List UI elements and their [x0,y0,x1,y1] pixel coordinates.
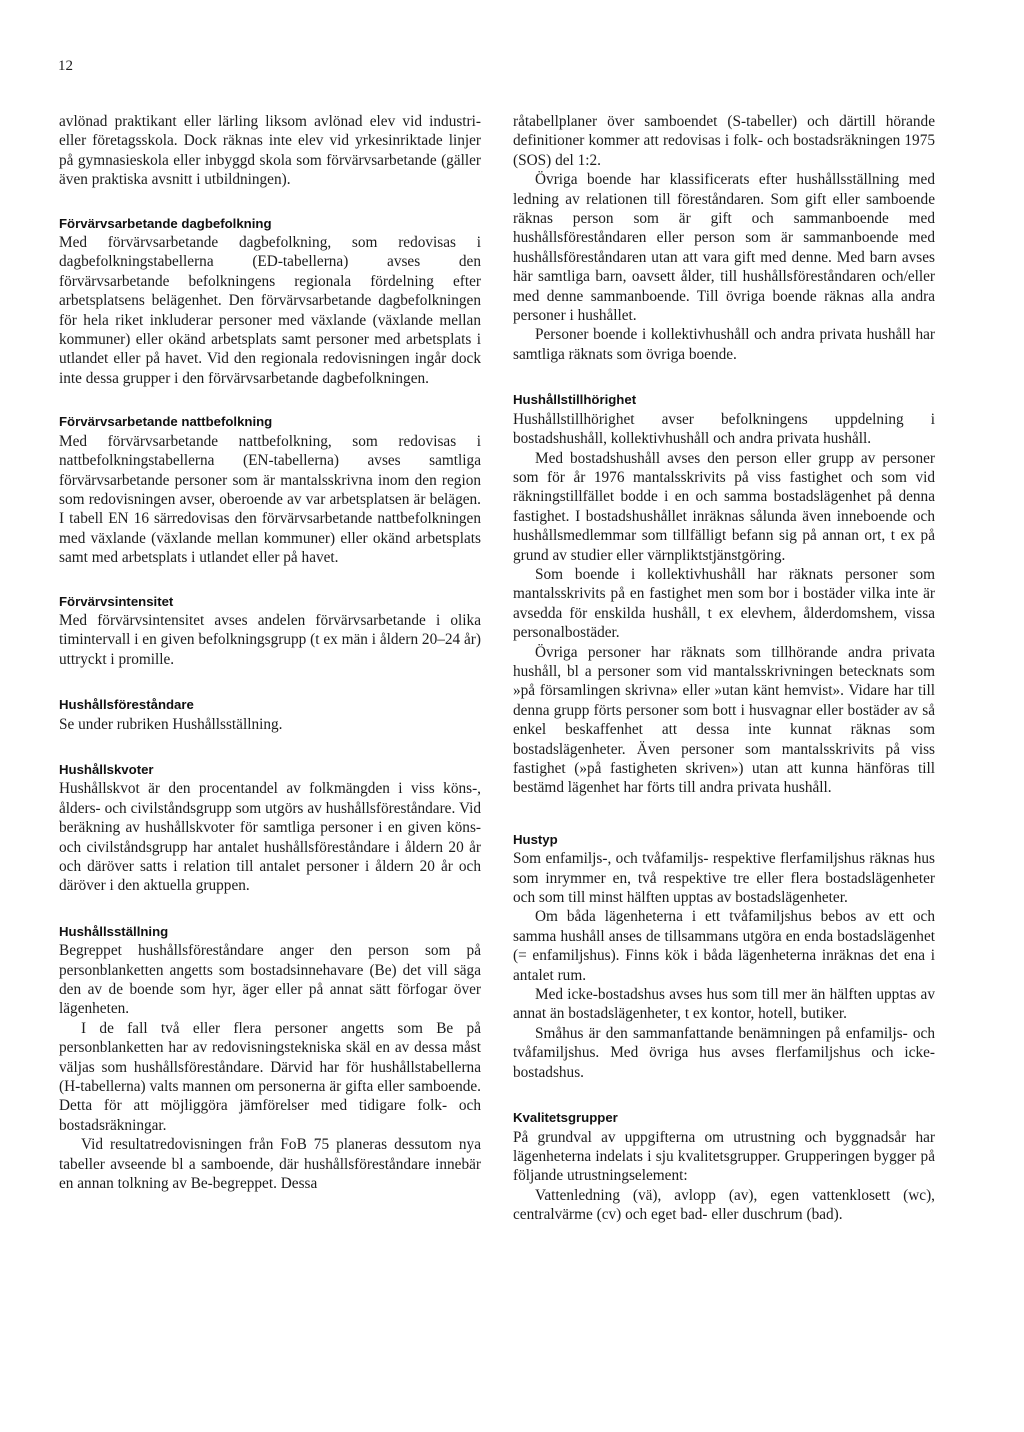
section-forvarvsintensitet [59,592,481,670]
paragraph: Hushållstillhörighet avser befolkningens uppdelning i bostadshushåll, kollektivhushåll och andra privata hushåll. [513,410,935,448]
paragraph: Hushållskvot är den procentandel av folkmängden i viss köns-, ålders- och civilståndsgrupp som utgörs av hushållsföreståndare. Vid beräkning av hushållskvoter för samtliga personer i en given köns- och civilståndsgrupp har antalet hushållsföreståndare i åldern 20 år och däröver satts i relation till antalet personer i åldern 20 år och däröver i den aktuella gruppen. [59,780,481,895]
section-hushallstillhorighet [513,390,935,798]
section-hustyp [513,830,935,1082]
paragraph: Begreppet hushållsföreståndare anger den person som på personblanketten angetts som bostadsinnehavare (Be) det vill säga den av de boende som hyr, äger eller på annat sätt förfogar över lägenheten. [59,942,481,1018]
section-heading: Hushållsföreståndare [59,697,194,713]
section-hushallsforestandare [59,695,481,734]
section-heading: Hustyp [513,831,558,847]
paragraph: Övriga boende har klassificerats efter hushållsställning med ledning av relationen till föreståndaren. Som gift eller samboende räknas person som är gift och sammanboende med hushållsföreståndaren eller person som är sammanboende med hushållsföreståndaren utan att vara gift med denne. Med barn avses här samtliga barn, oavsett ålder, till hushållsföreståndaren och/eller med denne sammanboende. Till övriga boende räknas alla andra personer i hushållet. [513,171,935,325]
paragraph: Som boende i kollektivhushåll har räknats personer som mantalsskrivits på en fastighet men som bor i bostäder vilka inte är avsedda för enskilda hushåll, t ex elevhem, ålderdomshem, vissa personalbostäder. [513,565,935,642]
paragraph: Personer boende i kollektivhushåll och andra privata hushåll har samtliga räknats som övriga boende. [513,326,935,363]
section-continuation-left [59,112,481,190]
paragraph: Vid resultatredovisningen från FoB 75 planeras dessutom nya tabeller avseende bl a samboende, där hushållsföreståndare innebär en annan tolkning av Be-begreppet. Dessa [59,1136,481,1193]
section-heading: Hushållskvoter [59,761,154,777]
section-nattbefolkning [59,412,481,567]
paragraph: Se under rubriken Hushållsställning. [59,715,283,733]
section-hushallskvoter [59,760,481,896]
section-heading: Förvärvsarbetande nattbefolkning [59,414,273,430]
paragraph: Övriga personer har räknats som tillhörande andra privata hushåll, bl a personer som vid mantalsskrivningen betecknats som »på församlingen skrivna» eller »utan känt hemvist». Vidare har till denna grupp förts personer som bott i husvagnar eller bostäder av så enkel beskaffenhet att dessa inte kunnat räknas som bostadslägenheter. Även personer som mantalsskrivits på viss fastighet (»på fastigheten skriven») utan att kunna hänföras till bestämd lägenhet har förts till andra privata hushåll. [513,643,935,797]
page-number: 12 [58,58,73,74]
paragraph: avlönad praktikant eller lärling liksom avlönad elev vid industri- eller företagsskola. Dock räknas inte elev vid yrkesinriktade linjer på gymnasieskola eller inbyggd skola som förvärvsarbetande (gäller även praktiska avsnitt i utbildningen). [59,113,481,189]
paragraph: På grundval av uppgifterna om utrustning och byggnadsår har lägenheterna indelats i sju kvalitetsgrupper. Grupperingen bygger på följande utrustningselement: [513,1128,935,1185]
paragraph: I de fall två eller flera personer angetts som Be på personblanketten har av redovisningstekniska skäl en av dessa måst väljas som hushållsföreståndare. Därvid har för hushållstabellerna (H-tabellerna) valts mannen om personerna är gifta eller samboende. Detta för att möjliggöra jämförelser med tidigare folk- och bostadsräkningar. [59,1019,481,1134]
paragraph: Vattenledning (vä), avlopp (av), egen vattenklosett (wc), centralvärme (cv) och eget bad- eller duschrum (bad). [513,1186,935,1224]
paragraph: Småhus är den sammanfattande benämningen på enfamiljs- och tvåfamiljshus. Med övriga hus avses flerfamiljshus och icke-bostadshus. [513,1024,935,1081]
paragraph: Om båda lägenheterna i ett tvåfamiljshus bebos av ett och samma hushåll anses de tillsammans utgöra en enda bostadslägenhet (= enfamiljshus). Finns kök i båda lägenheterna inräknas det ena i antalet rum. [513,908,935,984]
section-continuation-right [513,112,935,364]
section-heading: Förvärvsarbetande dagbefolkning [59,215,272,231]
section-heading: Kvalitetsgrupper [513,1110,618,1126]
section-dagbefolkning [59,214,481,389]
section-kvalitetsgrupper [513,1108,935,1224]
paragraph: Med icke-bostadshus avses hus som till mer än hälften upptas av annat än bostadslägenheter, t ex kontor, hotell, butiker. [513,986,935,1023]
right-column [513,112,935,1245]
paragraph: Med förvärvsintensitet avses andelen förvärvsarbetande i olika timintervall i en given befolkningsgrupp (t ex män i åldern 20–24 år) uttryckt i promille. [59,611,481,668]
paragraph: råtabellplaner över samboendet (S-tabeller) och därtill hörande definitioner kommer att redovisas i folk- och bostadsräkningen 1975 (SOS) del 1:2. [513,113,935,169]
paragraph: Som enfamiljs-, och tvåfamiljs- respektive flerfamiljshus räknas hus som inrymmer en, två respektive tre eller flera bostadslägenheter och som till minst hälften upptas av bostadslägenheter. [513,850,935,907]
left-column [59,112,481,1214]
section-heading: Hushållstillhörighet [513,392,637,408]
section-heading: Förvärvsintensitet [59,593,174,609]
paragraph: Med förvärvsarbetande dagbefolkning, som redovisas i dagbefolkningstabellerna (ED-tabellerna) avses den förvärvsarbetande befolkningens regionala fördelning efter arbetsplatsens belägenhet. Den förvärvsarbetande dagbefolkningen för hela riket inkluderar personer med växlande (växlande mellan kommuner) eller okänd arbetsplats samt personer med arbetsplats i utlandet eller på havet. Vid den regionala redovisningen ingår dock inte dessa grupper i den förvärvsarbetande dagbefolkningen. [59,234,481,387]
section-hushallsstallning [59,922,481,1194]
paragraph: Med bostadshushåll avses den person eller grupp av personer som för år 1976 mantalsskrivits på viss fastighet och som vid räkningstillfället bodde i en och samma bostadslägenhet på denna fastighet. I bostadshushållet inräknas sålunda även inneboende och hushållsmedlemmar som tillfälligt befann sig på annan ort, t ex på grund av studier eller värnpliktstjänstgöring. [513,449,935,564]
section-heading: Hushållsställning [59,923,169,939]
paragraph: Med förvärvsarbetande nattbefolkning, som redovisas i nattbefolkningstabellerna (EN-tabellerna) avses samtliga förvärvsarbetande personer som är mantalsskrivna inom den region som redovisningen avser, oberoende av var arbetsplatsen är belägen. I tabell EN 16 särredovisas den förvärvsarbetande nattbefolkningen med växlande (växlande mellan kommuner) eller okänd arbetsplats samt med arbetsplats i utlandet eller på havet. [59,432,481,567]
